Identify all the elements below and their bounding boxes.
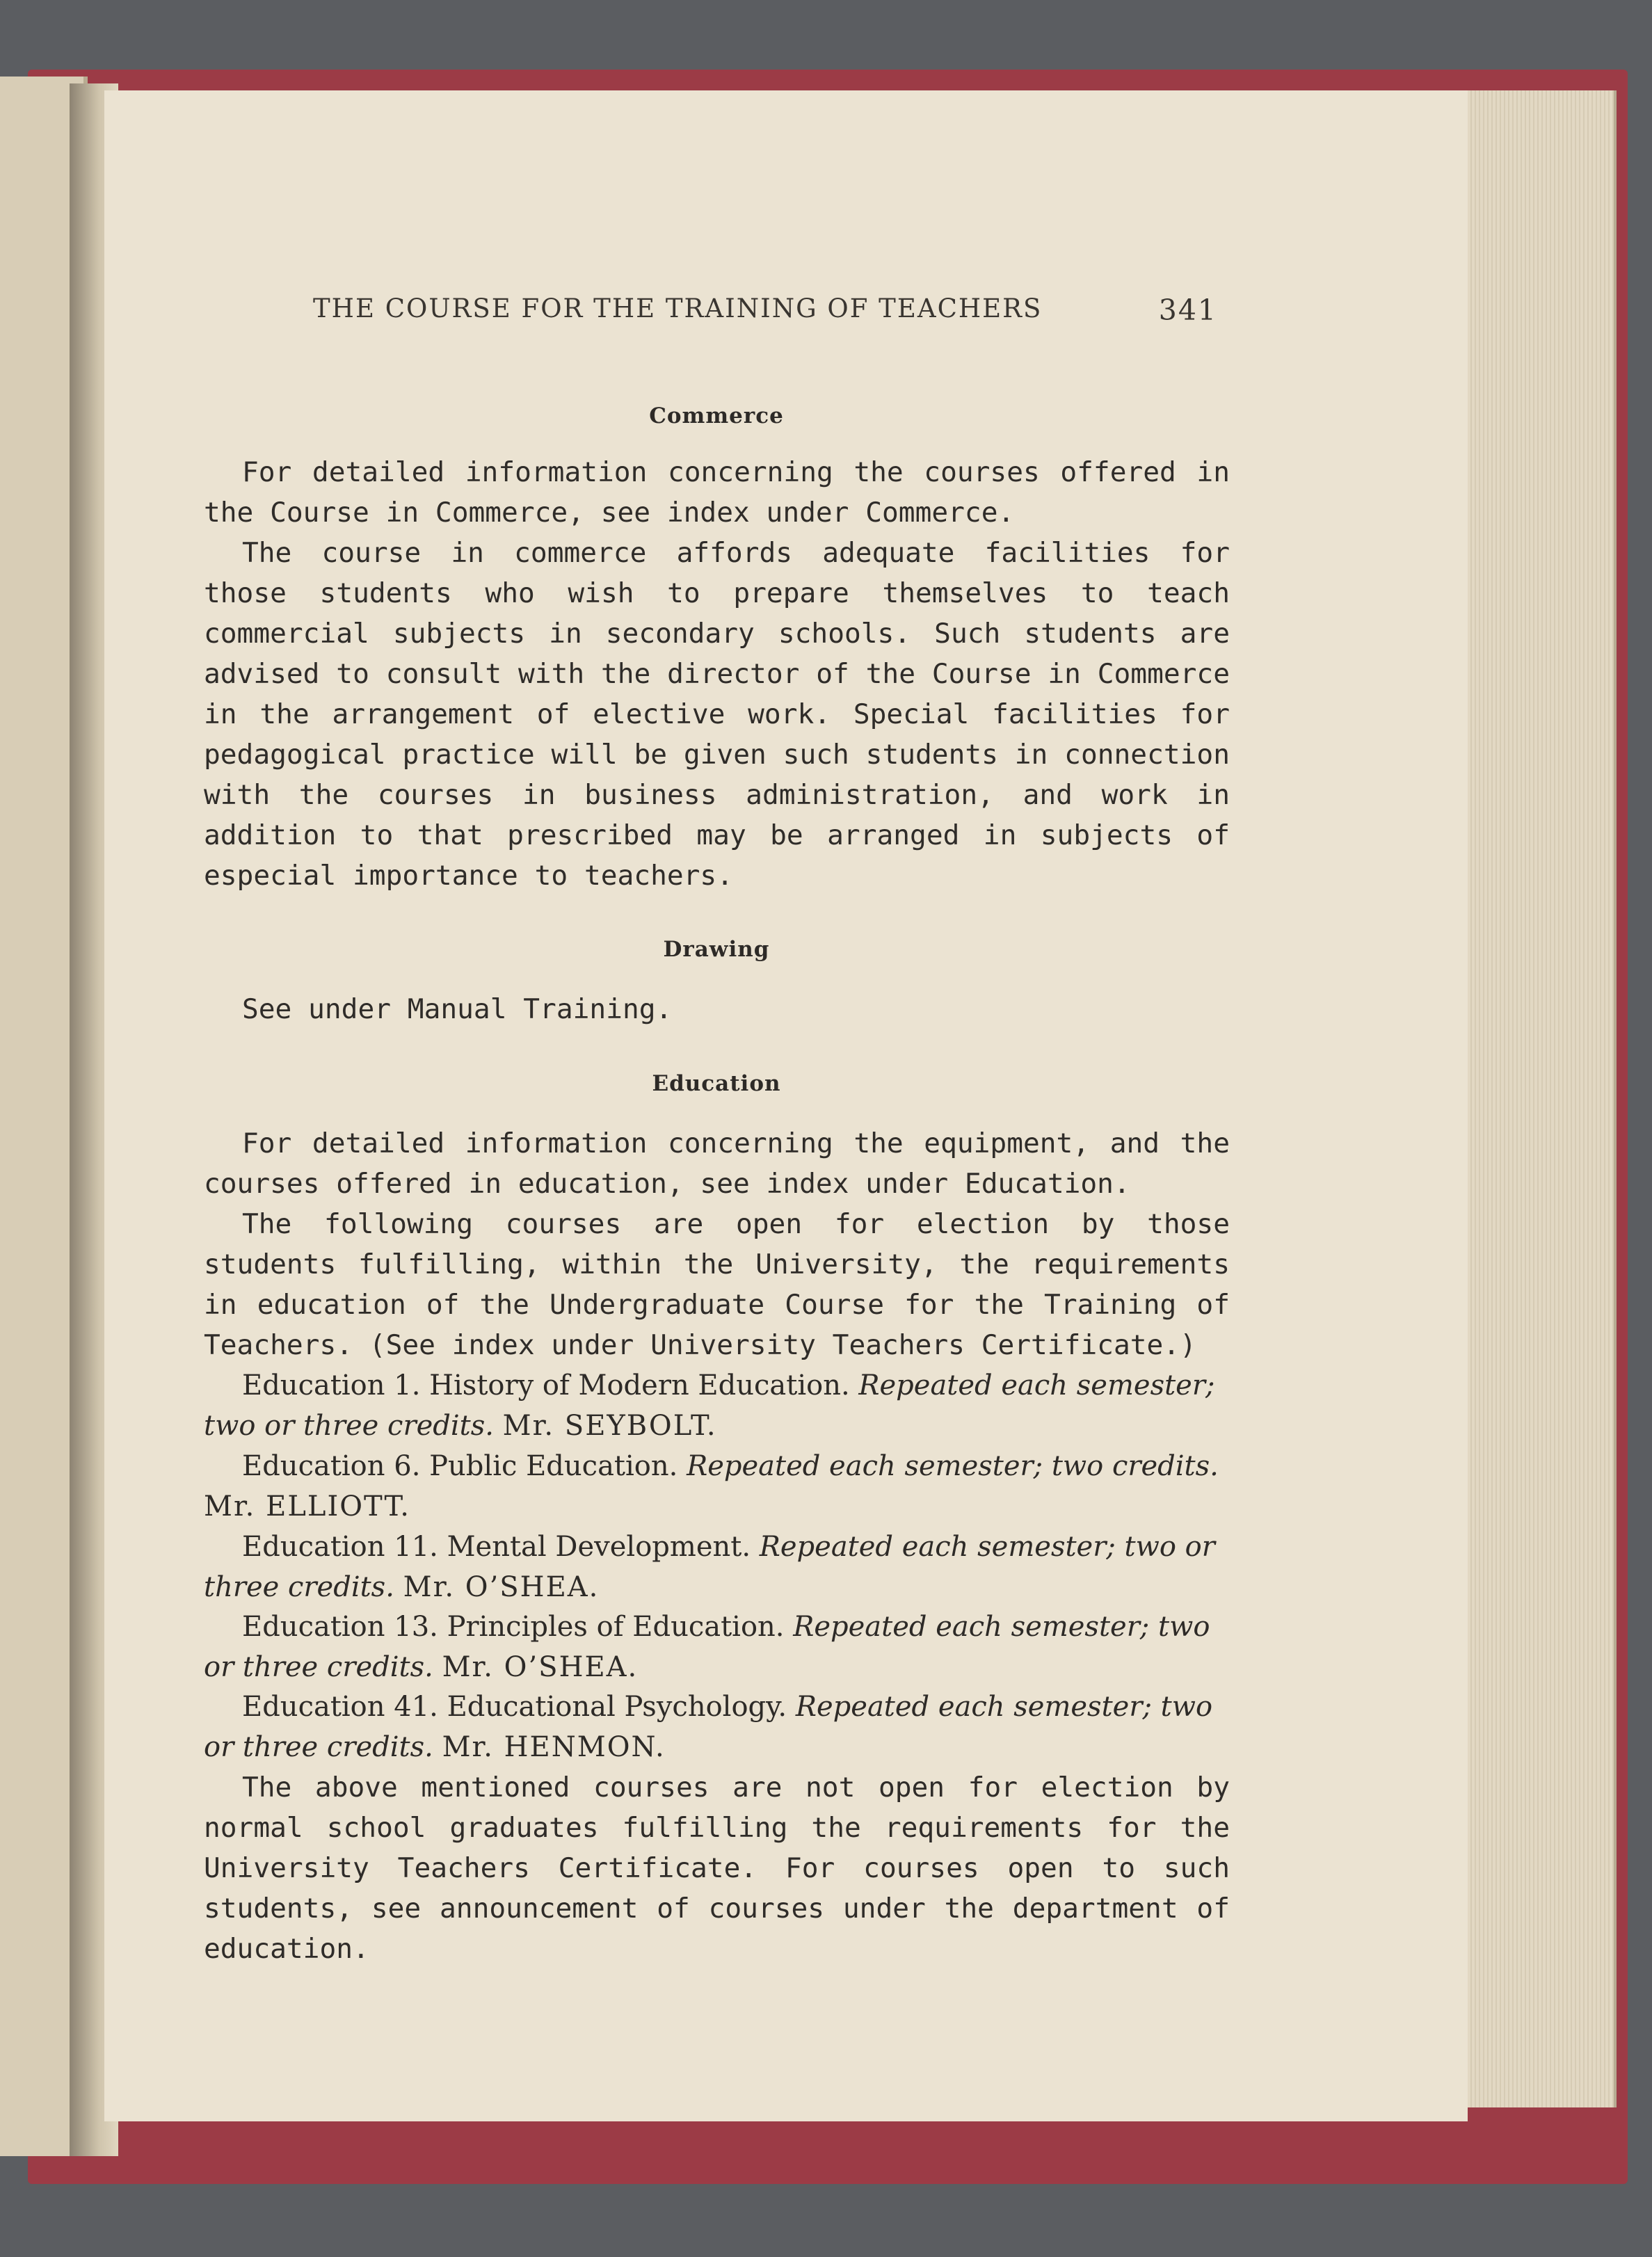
- course-entry: [204, 1527, 1230, 1607]
- section-heading-commerce: Commerce: [649, 403, 784, 428]
- course-entry: [204, 1446, 1230, 1527]
- course-instructor: Mr. O’SHEA.: [403, 1571, 600, 1603]
- drawing-paragraph-1: See under Manual Training.: [242, 993, 673, 1025]
- running-title: THE COURSE FOR THE TRAINING OF TEACHERS: [313, 294, 1043, 323]
- course-note: Repeated each semester; two or three credits.: [204, 1370, 1215, 1442]
- course-title: Education 13. Principles of Education.: [242, 1611, 785, 1643]
- section-heading-education: Education: [652, 1071, 781, 1096]
- course-title: Education 6. Public Education.: [242, 1450, 678, 1482]
- course-entry: [204, 1365, 1230, 1446]
- course-note: Repeated each semester; two or three credits.: [204, 1531, 1215, 1603]
- course-entry: [204, 1687, 1230, 1767]
- section-heading-drawing: Drawing: [663, 937, 770, 962]
- page-stack-edge: [1447, 90, 1617, 2107]
- course-note: Repeated each semester; two or three credits.: [204, 1611, 1210, 1683]
- course-note: Repeated each semester; two or three credits.: [204, 1691, 1213, 1763]
- course-instructor: Mr. O’SHEA.: [442, 1651, 639, 1683]
- course-title: Education 1. History of Modern Education.: [242, 1370, 850, 1401]
- education-paragraph-1: For detailed information concerning the equipment, and the courses offered in education, see index under Education.: [204, 1127, 1230, 1200]
- education-paragraph-2: The following courses are open for election by those students fulfilling, within the University, the requirements in education of the Undergraduate Course for the Training of Teachers. (See index under University Teachers Certificate.): [204, 1208, 1230, 1361]
- page-number: 341: [1158, 294, 1217, 327]
- education-paragraph-3: The above mentioned courses are not open for election by normal school graduates fulfilling the requirements for the University Teachers Certificate. For courses open to such students, see announcement of courses under the department of education.: [204, 1772, 1230, 1965]
- commerce-paragraph-2: The course in commerce affords adequate facilities for those students who wish to prepare themselves to teach commercial subjects in secondary schools. Such students are advised to consult with the director of the Course in Commerce in the arrangement of elective work. Special facilities for pedagogical practice will be given such students in connection with the courses in business administration, and work in addition to that prescribed may be arranged in subjects of especial importance to teachers.: [204, 537, 1230, 892]
- course-instructor: Mr. SEYBOLT.: [502, 1410, 717, 1442]
- course-note: Repeated each semester; two credits.: [687, 1450, 1219, 1482]
- course-instructor: Mr. ELLIOTT.: [204, 1491, 410, 1523]
- course-title: Education 41. Educational Psychology.: [242, 1691, 787, 1723]
- commerce-paragraph-1: For detailed information concerning the courses offered in the Course in Commerce, see index under Commerce.: [204, 456, 1230, 529]
- course-title: Education 11. Mental Development.: [242, 1531, 751, 1563]
- course-instructor: Mr. HENMON.: [442, 1731, 666, 1763]
- course-entry: [204, 1607, 1230, 1687]
